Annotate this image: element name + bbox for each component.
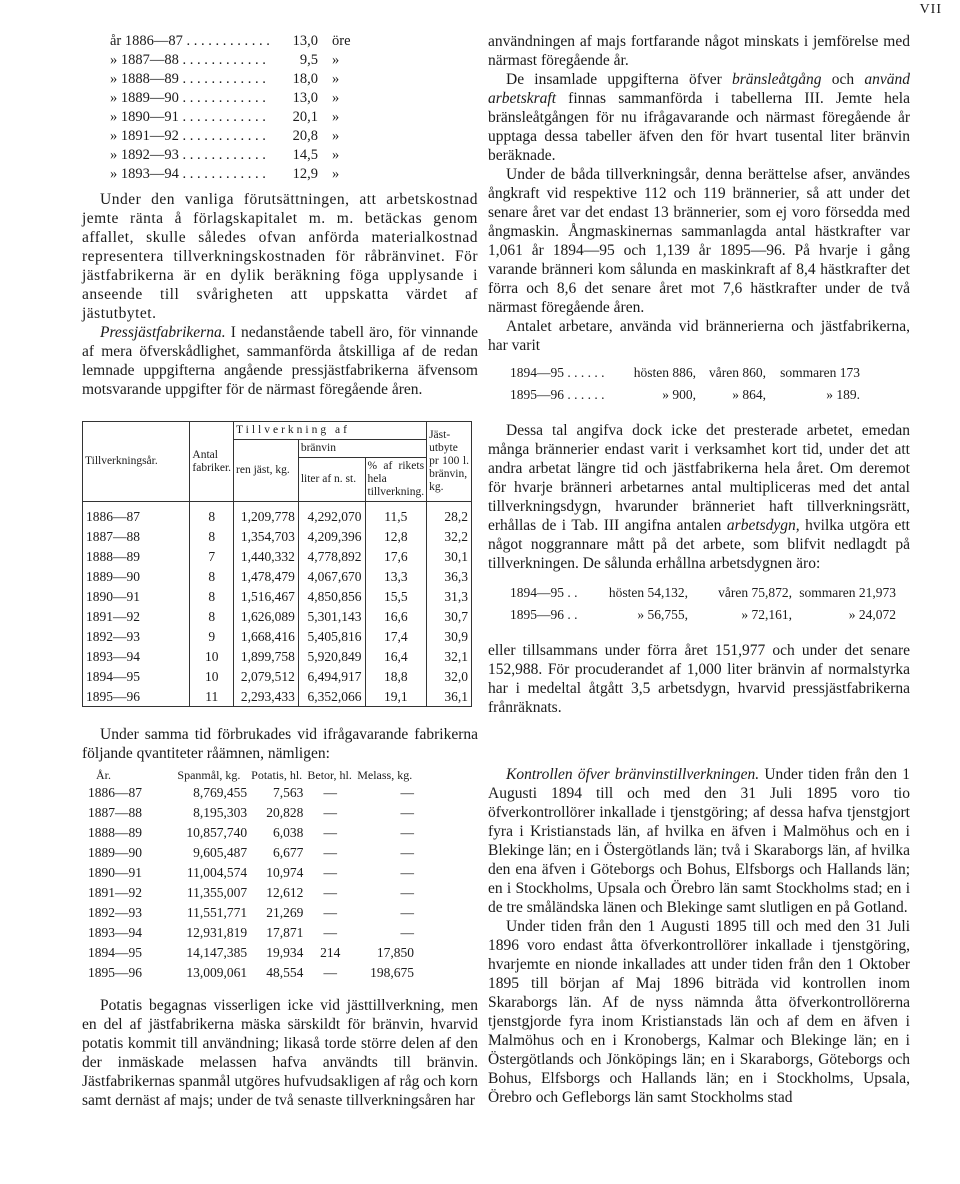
cell-liter: 4,209,396 — [298, 526, 365, 546]
workdays-year: 1895—96 . . — [510, 607, 578, 622]
cell-count: 8 — [190, 586, 234, 606]
cell-potato: 21,269 — [266, 904, 304, 920]
cell-potato: 6,038 — [273, 824, 304, 840]
price-year: år 1886—87 . . . — [110, 32, 270, 51]
cell-year: 1891—92 — [83, 606, 190, 626]
cell-grain: 12,931,819 — [186, 924, 248, 940]
cell-molasses: 198,675 — [370, 964, 414, 980]
cell-grain: 10,857,740 — [186, 824, 248, 840]
price-year: » 1891—92 . . . — [110, 127, 270, 146]
t2-header-molasses: Melass, kg. — [357, 768, 413, 782]
cell-potato: 17,871 — [266, 924, 304, 940]
cell-count: 8 — [190, 526, 234, 546]
cell-count: 9 — [190, 626, 234, 646]
price-year: » 1893—94 . . . — [110, 165, 270, 184]
cell-molasses: — — [400, 844, 414, 860]
price-row — [110, 51, 410, 70]
workers-year: 1894—95 . . . . . . — [510, 365, 605, 380]
price-value: 14,5 — [292, 147, 318, 163]
t2-header-potato: Potatis, hl. — [251, 768, 303, 782]
pressjast-text: I nedanstående tabell äro, för vinnande af mera öfverskådlighet, sammanförda åtskilliga af de redan lemnade uppgifterna angående pressjästfabrikerna äfvensom motsvarande uppgifter för de närmast föregående åren. — [82, 324, 478, 398]
col-header-year: Tillverkningsår. — [83, 422, 190, 502]
price-unit: öre — [332, 33, 351, 49]
cell-pct: 13,3 — [365, 566, 427, 586]
left-column — [82, 32, 478, 1110]
cell-beet: — — [323, 924, 338, 940]
col-header-count: Antal fabriker. — [190, 422, 234, 502]
paragraph-control-1 — [488, 765, 910, 917]
cell-liter: 5,920,849 — [298, 646, 365, 666]
price-unit: » — [332, 128, 340, 144]
workdays-b: våren 75,872, — [718, 585, 792, 600]
page-number: VII — [919, 2, 942, 17]
cell-yield: 36,1 — [427, 686, 472, 707]
table-row — [83, 666, 472, 686]
price-row — [110, 108, 410, 127]
t2-header-year: År. — [96, 768, 111, 782]
cell-year: 1892—93 — [83, 626, 190, 646]
price-year: » 1890—91 . . . — [110, 108, 270, 127]
price-unit: » — [332, 90, 340, 106]
paragraph-total: eller tillsammans under förra året 151,977 och under det senare 152,988. För procuderandet af 1,000 liter bränvin af normalstyrka har i medeltal åtgått 3,5 arbetsdygn, hvarvid pressjästfabrikerna frånräknats. — [488, 642, 910, 716]
cell-year: 1886—87 — [83, 502, 190, 527]
col-header-branvin: bränvin — [298, 440, 426, 458]
paragraph-raw-materials: Under samma tid förbrukades vid ifrågavarande fabrikerna följande qvantiteter råämnen, nämligen: — [82, 726, 478, 762]
workers-row — [510, 363, 910, 385]
col-header-pct: % af rikets hela tillverkning. — [365, 458, 427, 502]
cell-year: 1890—91 — [88, 864, 142, 880]
cell-pct: 15,5 — [365, 586, 427, 606]
price-year: » 1888—89 . . . — [110, 70, 270, 89]
price-row — [110, 146, 410, 165]
table-row — [86, 822, 416, 842]
cell-molasses: — — [400, 804, 414, 820]
cell-yield: 32,0 — [427, 666, 472, 686]
cell-year: 1893—94 — [83, 646, 190, 666]
cell-year: 1887—88 — [83, 526, 190, 546]
table-row — [86, 962, 416, 982]
price-value: 20,1 — [292, 109, 318, 125]
cell-count: 8 — [190, 606, 234, 626]
workers-a: » 900, — [662, 387, 696, 402]
paragraph-workdays — [488, 421, 910, 573]
cell-year: 1895—96 — [88, 964, 142, 980]
cell-liter: 4,292,070 — [298, 502, 365, 527]
paragraph-majs: användningen af majs fortfarande något minskats i jemförelse med närmast föregående år. — [488, 33, 910, 69]
price-row — [110, 127, 410, 146]
cell-potato: 19,934 — [266, 944, 304, 960]
table-row — [83, 502, 472, 527]
cell-year: 1889—90 — [88, 844, 142, 860]
cell-potato: 6,677 — [273, 844, 304, 860]
cell-yeast: 2,079,512 — [234, 666, 299, 686]
cell-year: 1892—93 — [88, 904, 142, 920]
cell-yield: 30,7 — [427, 606, 472, 626]
price-value: 9,5 — [299, 52, 318, 68]
workers-b: » 864, — [732, 387, 766, 402]
cell-grain: 9,605,487 — [193, 844, 248, 860]
cell-yeast: 1,209,778 — [234, 502, 299, 527]
pressjast-table — [82, 421, 472, 707]
cell-year: 1891—92 — [88, 884, 142, 900]
fuel-text-b: och — [821, 71, 865, 88]
cell-count: 8 — [190, 502, 234, 527]
cell-liter: 5,301,143 — [298, 606, 365, 626]
cell-beet: — — [323, 844, 338, 860]
workers-b: våren 860, — [709, 365, 766, 380]
cell-beet: — — [323, 884, 338, 900]
table-row — [86, 902, 416, 922]
price-unit: » — [332, 109, 340, 125]
cell-yield: 36,3 — [427, 566, 472, 586]
price-row — [110, 89, 410, 108]
price-row — [110, 165, 410, 184]
cell-yeast: 2,293,433 — [234, 686, 299, 707]
control-heading: Kontrollen öfver bränvinstillverkningen. — [506, 766, 760, 783]
workdays-year: 1894—95 . . — [510, 585, 578, 600]
cell-liter: 4,850,856 — [298, 586, 365, 606]
fuel-text-c: finnas sammanförda i tabellerna III. Jemte hela bränsleåtgången för nu ifrågavarande och närmast föregående år upptaga dessa tabeller äfven den för hvart tusental liter bränvin beräknade. — [488, 90, 910, 164]
cell-liter: 6,494,917 — [298, 666, 365, 686]
cell-pct: 18,8 — [365, 666, 427, 686]
cell-pct: 17,6 — [365, 546, 427, 566]
table-row — [86, 842, 416, 862]
cell-beet: — — [323, 904, 338, 920]
cell-liter: 6,352,066 — [298, 686, 365, 707]
table-row — [83, 566, 472, 586]
workdays-text-b: hvilka utgöra ett något noggrannare mått på det arbete, som blifvit nedlagdt på tillverkningen. De sålunda erhållna arbetsdygnen äro: — [488, 517, 910, 572]
cell-potato: 20,828 — [266, 804, 304, 820]
price-year: » 1889—90 . . . — [110, 89, 270, 108]
col-header-yeast: ren jäst, kg. — [234, 440, 299, 502]
workers-row — [510, 385, 910, 407]
workers-c: » 189. — [826, 387, 860, 402]
cell-yeast: 1,626,089 — [234, 606, 299, 626]
cell-yeast: 1,668,416 — [234, 626, 299, 646]
cell-pct: 16,4 — [365, 646, 427, 666]
cell-potato: 48,554 — [266, 964, 304, 980]
workers-c: sommaren 173 — [780, 365, 860, 380]
table-row — [83, 646, 472, 666]
table-row — [86, 782, 416, 802]
cell-pct: 16,6 — [365, 606, 427, 626]
cell-beet: 214 — [320, 944, 341, 960]
cell-year: 1895—96 — [83, 686, 190, 707]
cell-year: 1894—95 — [83, 666, 190, 686]
cell-molasses: — — [400, 864, 414, 880]
workdays-row — [510, 583, 910, 605]
cell-beet: — — [323, 824, 338, 840]
cell-yeast: 1,440,332 — [234, 546, 299, 566]
cell-molasses: — — [400, 904, 414, 920]
cell-grain: 11,004,574 — [186, 864, 248, 880]
cell-count: 10 — [190, 646, 234, 666]
cell-grain: 11,551,771 — [186, 904, 248, 920]
cell-pct: 19,1 — [365, 686, 427, 707]
cell-year: 1886—87 — [88, 784, 142, 800]
workdays-b: » 72,161, — [741, 607, 792, 622]
cell-yield: 28,2 — [427, 502, 472, 527]
cell-molasses: — — [400, 824, 414, 840]
paragraph-control-2: Under tiden från den 1 Augusti 1895 till och med den 31 Juli 1896 voro endast åtta öfverkontrollörer inkallade i tjenstgöring, hvarjemte en nionde inkallades att under tiden från den 1 Oktober 1895 till början af Maj 1896 biträda vid kontrollen inom Skaraborgs län. Af de nyss nämnda åtta öfverkontrollörerna tjenstgjorde fyra inom Kristianstads län och af dem en äfven i Malmöhus och en i Kronobergs, Kalmar och Blekinge län; en i Östergötlands och Jönköpings län; en i Skaraborgs, Göteborgs och Bohus, Elfsborgs och Hallands län; en i Stockholms, Upsala, Örebro och Gefleborgs län samt Stockholms stad — [488, 918, 910, 1106]
cell-pct: 11,5 — [365, 502, 427, 527]
col-header-yield: Jäst-utbyte pr 100 l. bränvin, kg. — [427, 422, 472, 502]
workdays-row — [510, 605, 910, 627]
table-row — [86, 922, 416, 942]
cell-year: 1890—91 — [83, 586, 190, 606]
cell-year: 1888—89 — [83, 546, 190, 566]
cell-liter: 4,067,670 — [298, 566, 365, 586]
cell-yield: 30,9 — [427, 626, 472, 646]
workdays-a: » 56,755, — [637, 607, 688, 622]
table-row — [83, 626, 472, 646]
workdays-text-a: Dessa tal angifva dock icke det presterade arbetet, emedan många brännerier endast varit i verksamhet kort tid, under det att andra arbetat längre tid och jästfabrikerna hela året. Om deremot för hvarje bränneri arbetarnes antal multipliceras med det antal tillverkningsdygn, hvarunder bränneriet haft tillverkningsrätt, erhållas de i Tab. III angifna antalen — [488, 422, 910, 534]
right-column — [488, 32, 910, 1107]
cell-grain: 8,769,455 — [193, 784, 248, 800]
table-row — [83, 606, 472, 626]
cell-pct: 17,4 — [365, 626, 427, 646]
cell-year: 1893—94 — [88, 924, 142, 940]
price-list — [110, 32, 410, 184]
price-value: 18,0 — [292, 71, 318, 87]
cell-grain: 14,147,385 — [186, 944, 248, 960]
workdays-term: arbetsdygn, — [726, 517, 800, 534]
cell-yield: 30,1 — [427, 546, 472, 566]
workers-list — [488, 363, 910, 407]
cell-molasses: — — [400, 884, 414, 900]
cell-year: 1889—90 — [83, 566, 190, 586]
t2-header-grain: Spanmål, kg. — [177, 768, 241, 782]
price-value: 20,8 — [292, 128, 318, 144]
price-unit: » — [332, 52, 340, 68]
price-value: 12,9 — [292, 166, 318, 182]
cell-yeast: 1,899,758 — [234, 646, 299, 666]
paragraph-cost: Under den vanliga förutsättningen, att arbetskostnad jemte ränta å förlagskapitalet m. m. betäckas genom affallet, skulle således ofvan anförda materialkostnad representera tillverkningskostnaden för råbränvinet. För jästfabrikerna är en dylik beräkning föga upplysande i anseende till svårigheten att uppskatta värdet af jästutbytet. — [82, 191, 478, 322]
cell-liter: 5,405,816 — [298, 626, 365, 646]
cell-molasses: — — [400, 784, 414, 800]
labor-term: använd arbetskraft — [488, 71, 910, 107]
table-row — [83, 526, 472, 546]
workdays-list — [488, 583, 910, 627]
cell-beet: — — [323, 784, 338, 800]
price-year: » 1892—93 . . . — [110, 146, 270, 165]
table-row — [83, 546, 472, 566]
paragraph-fuel — [488, 70, 910, 165]
cell-grain: 11,355,007 — [186, 884, 248, 900]
cell-grain: 8,195,303 — [193, 804, 248, 820]
cell-count: 7 — [190, 546, 234, 566]
col-header-group: Tillverkning af — [234, 422, 427, 440]
col-header-liter: liter af n. st. — [298, 458, 365, 502]
workers-a: hösten 886, — [633, 365, 696, 380]
workdays-c: sommaren 21,973 — [799, 585, 896, 600]
cell-potato: 12,612 — [266, 884, 304, 900]
paragraph-steam: Under de båda tillverkningsår, denna berättelse afser, användes ångkraft vid respektive 112 och 119 brännerier, så att under det senare året var det endast 13 brännerier, som ej voro försedda med ångmaskin. Ångmaskinernas sammanlagda antal hästkrafter var 1,061 år 1894—95 och 1,139 år 1895—96. På hvarje i gång varande bränneri kom sålunda en maskinkraft af 8,4 hästkrafter det förra och 8,6 det senare året mot 7,6 hästkrafter under de två närmast föregående åren. — [488, 166, 910, 316]
price-row — [110, 70, 410, 89]
price-unit: » — [332, 71, 340, 87]
table-row — [83, 586, 472, 606]
control-text: Under tiden från den 1 Augusti 1894 till och med den 31 Juli 1895 voro tio öfverkontrollörer inkallade i tjenstgöring; af dessa hafva tjenstgjort fyra i Kristianstads län, af hvilka en äfven i Malmöhus och en i Blekinge län; en i Östergötlands län; två i Skaraborgs län, af hvilka den ena äfven i Göteborgs och Bohus, Elfsborgs och Hallands län; en i Stockholms, Upsala och Örebro län samt Stockholms stad; en i de tre småländska länen och Blekinge samt slutligen en på Gotland. — [488, 766, 910, 916]
workers-year: 1895—96 . . . . . . — [510, 387, 605, 402]
cell-molasses: — — [400, 924, 414, 940]
fuel-text-a: De insamlade uppgifterna öfver — [506, 71, 732, 88]
cell-potato: 10,974 — [266, 864, 304, 880]
cell-year: 1887—88 — [88, 804, 142, 820]
table-row — [86, 862, 416, 882]
cell-yield: 31,3 — [427, 586, 472, 606]
cell-grain: 13,009,061 — [186, 964, 248, 980]
cell-beet: — — [323, 804, 338, 820]
price-row — [110, 32, 410, 51]
paragraph-pressjast — [82, 323, 478, 399]
cell-yield: 32,1 — [427, 646, 472, 666]
cell-potato: 7,563 — [273, 784, 304, 800]
paragraph-potatis: Potatis begagnas visserligen icke vid jästtillverkning, men en del af jästfabrikerna mäska särskildt för bränvin, hvarvid potatis kommit till användning; likaså torde större delen af den der inmäskade melassen hafva användts till bränvin. Jästfabrikernas spanmål utgöres hufvudsakligen af råg och korn samt dernäst af majs; under de två senaste tillverkningsåren har — [82, 997, 478, 1109]
cell-beet: — — [323, 964, 338, 980]
cell-liter: 4,778,892 — [298, 546, 365, 566]
workdays-c: » 24,072 — [848, 607, 896, 622]
cell-year: 1894—95 — [88, 944, 142, 960]
cell-year: 1888—89 — [88, 824, 142, 840]
pressjast-heading: Pressjästfabrikerna. — [100, 324, 226, 341]
cell-yeast: 1,516,467 — [234, 586, 299, 606]
raw-materials-table — [86, 769, 416, 982]
price-value: 13,0 — [292, 33, 318, 49]
cell-beet: — — [323, 864, 338, 880]
t2-header-beet: Betor, hl. — [307, 768, 352, 782]
fuel-term: bränsleåtgång — [731, 71, 822, 88]
cell-yield: 32,2 — [427, 526, 472, 546]
table-row — [86, 802, 416, 822]
cell-count: 10 — [190, 666, 234, 686]
cell-yeast: 1,354,703 — [234, 526, 299, 546]
price-value: 13,0 — [292, 90, 318, 106]
table-row — [83, 686, 472, 707]
table-row — [86, 882, 416, 902]
cell-count: 11 — [190, 686, 234, 707]
price-year: » 1887—88 . . . — [110, 51, 270, 70]
cell-pct: 12,8 — [365, 526, 427, 546]
price-unit: » — [332, 147, 340, 163]
table-row — [86, 942, 416, 962]
workdays-a: hösten 54,132, — [608, 585, 688, 600]
cell-molasses: 17,850 — [376, 944, 414, 960]
cell-yeast: 1,478,479 — [234, 566, 299, 586]
paragraph-workers-intro: Antalet arbetare, använda vid brännerierna och jästfabrikerna, har varit — [488, 318, 910, 354]
price-unit: » — [332, 166, 340, 182]
cell-count: 8 — [190, 566, 234, 586]
